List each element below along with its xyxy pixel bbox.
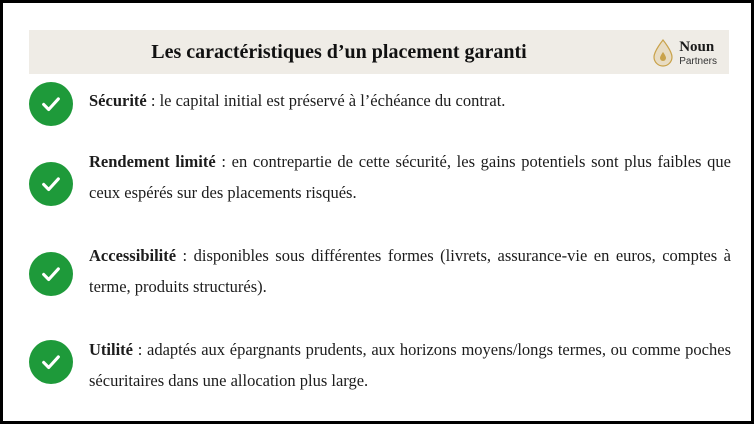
- item-text: [89, 334, 731, 396]
- brand-logo: [651, 36, 717, 70]
- check-circle-icon: [29, 162, 73, 206]
- item-term: Sécurité: [89, 91, 147, 110]
- item-text: [89, 146, 731, 208]
- page-title: Les caractéristiques d’un placement garanti: [151, 40, 527, 63]
- logo-subtitle: Partners: [679, 55, 717, 67]
- item-text: [89, 240, 731, 302]
- drop-logo-icon: [651, 38, 675, 68]
- item-description: : le capital initial est préservé à l’échéance du contrat.: [146, 91, 506, 110]
- item-term: Accessibilité: [89, 246, 177, 265]
- check-circle-icon: [29, 340, 73, 384]
- item-description: : adaptés aux épargnants prudents, aux horizons moyens/longs termes, ou comme poches sécuritaires dans une allocation plus large.: [89, 340, 731, 390]
- check-circle-icon: [29, 252, 73, 296]
- logo-name: Noun: [679, 38, 715, 55]
- header-banner: [29, 30, 729, 74]
- item-description: : en contrepartie de cette sécurité, les gains potentiels sont plus faibles que ceux espérés sur des placements risqués.: [89, 152, 731, 202]
- item-term: Utilité: [89, 340, 133, 359]
- item-term: Rendement limité: [89, 152, 216, 171]
- item-text: [89, 85, 731, 116]
- check-circle-icon: [29, 82, 73, 126]
- item-description: : disponibles sous différentes formes (livrets, assurance-vie en euros, comptes à terme, produits structurés).: [89, 246, 731, 296]
